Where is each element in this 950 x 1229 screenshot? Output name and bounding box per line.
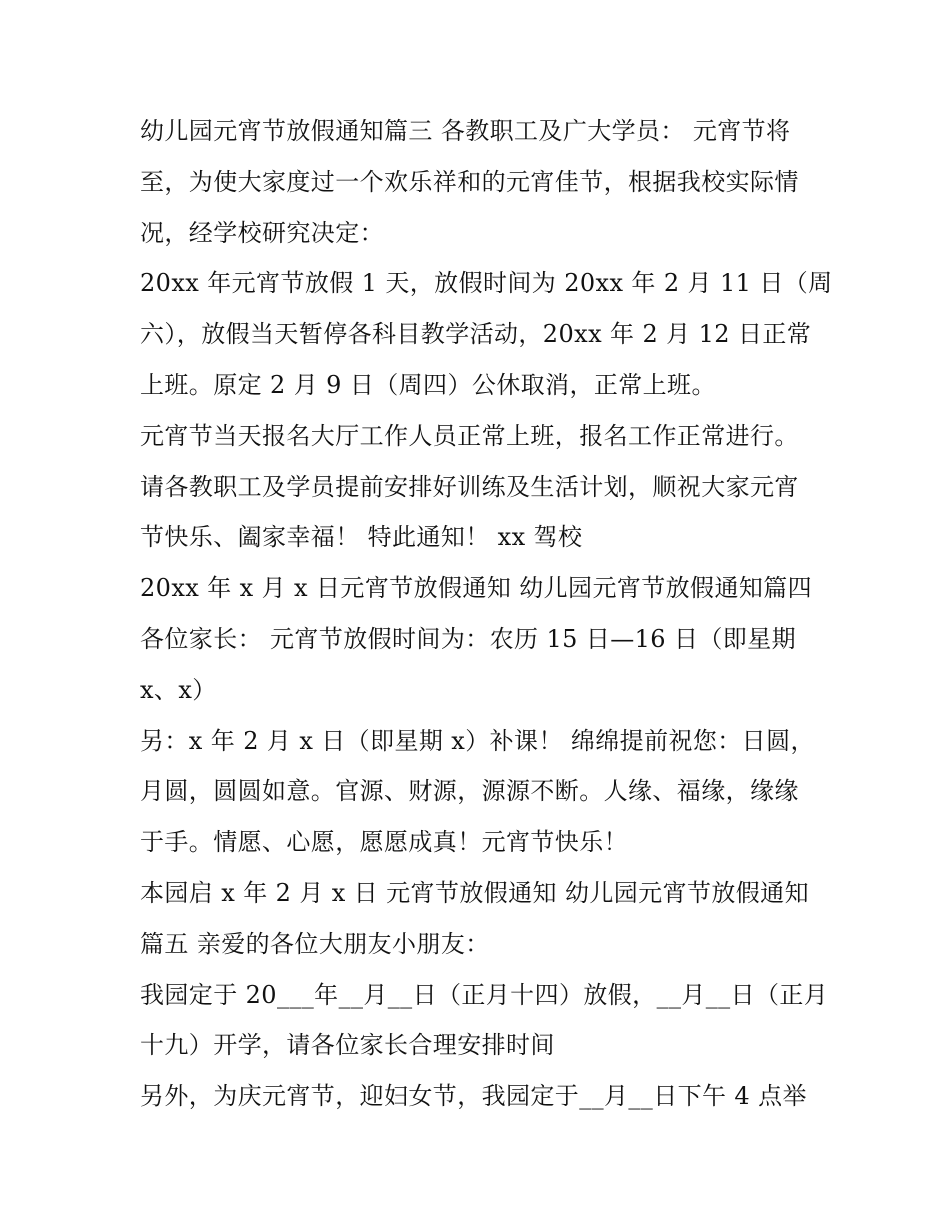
text-line: 各位家长： 元宵节放假时间为：农历 15 日—16 日（即星期 (140, 624, 796, 653)
text-line: 本园启 x 年 2 月 x 日 元宵节放假通知 幼儿园元宵节放假通知 (140, 878, 809, 907)
document-body (140, 106, 833, 1122)
text-line: 元宵节当天报名大厅工作人员正常上班，报名工作正常进行。 (140, 421, 799, 450)
text-line: 20xx 年 x 月 x 日元宵节放假通知 幼儿园元宵节放假通知篇四 (140, 574, 813, 603)
text-line: 篇五 亲爱的各位大朋友小朋友： (140, 929, 490, 958)
text-line: 十九）开学，请各位家长合理安排时间 (140, 1031, 555, 1060)
text-line: 至，为使大家度过一个欢乐祥和的元宵佳节，根据我校实际情 (140, 167, 799, 196)
text-line: 另：x 年 2 月 x 日（即星期 x）补课！ 绵绵提前祝您：日圆， (140, 726, 815, 755)
text-line: x、x） (140, 675, 217, 704)
text-line: 我园定于 20___年__月__日（正月十四）放假，__月__日（正月 (140, 980, 829, 1009)
text-line: 月圆，圆圆如意。官源、财源，源源不断。人缘、福缘，缘缘 (140, 777, 799, 806)
text-line: 幼儿园元宵节放假通知篇三 各教职工及广大学员： 元宵节将 (140, 117, 791, 145)
text-line: 节快乐、阖家幸福！ 特此通知！ xx 驾校 (140, 523, 583, 552)
text-line: 请各教职工及学员提前安排好训练及生活计划，顺祝大家元宵 (140, 472, 799, 501)
text-line: 上班。原定 2 月 9 日（周四）公休取消，正常上班。 (140, 370, 716, 399)
text-line: 另外，为庆元宵节，迎妇女节，我园定于__月__日下午 4 点举 (140, 1082, 807, 1111)
text-line: 20xx 年元宵节放假 1 天，放假时间为 20xx 年 2 月 11 日（周 (140, 269, 833, 298)
text-line: 六），放假当天暂停各科目教学活动，20xx 年 2 月 12 日正常 (140, 320, 812, 349)
text-line: 于手。情愿、心愿，愿愿成真！元宵节快乐！ (140, 828, 628, 857)
text-line: 况，经学校研究决定： (140, 218, 384, 247)
